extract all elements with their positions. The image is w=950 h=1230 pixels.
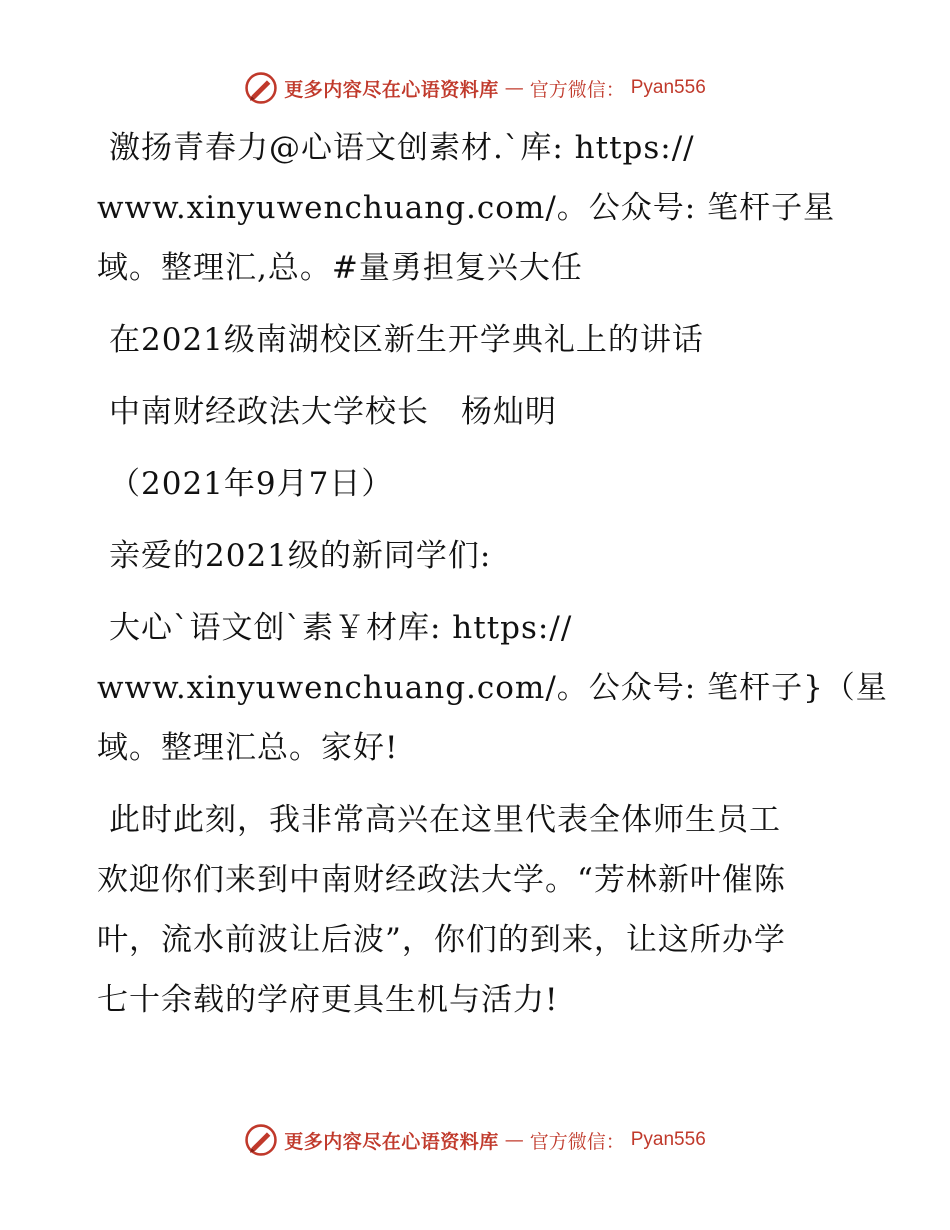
text-line: 激扬青春力@心语文创素材.`库: https:// (109, 130, 695, 166)
text-line: 叶，流水前波让后波”，你们的到来，让这所办学 (97, 922, 786, 958)
text-line: 大心`语文创`素￥材库: https:// (109, 610, 573, 646)
text-line: 欢迎你们来到中南财经政法大学。“芳林新叶催陈 (97, 862, 786, 898)
paragraph (97, 118, 877, 298)
text-line: （2021年9月7日） (109, 466, 394, 502)
text-line: 七十余载的学府更具生机与活力! (97, 982, 559, 1018)
text-line: www.xinyuwenchuang.com/。公众号: 笔杆子星 (97, 190, 836, 226)
banner-wechat-label: 官方微信： (529, 1130, 625, 1153)
banner-wechat-id: Pyan556 (630, 77, 706, 98)
banner-content (244, 71, 706, 105)
header-banner (0, 68, 950, 108)
banner-dash: — (504, 77, 524, 99)
footer-banner (0, 1120, 950, 1160)
text-line: 中南财经政法大学校长 杨灿明 (109, 394, 557, 430)
speaker-line (97, 382, 877, 442)
banner-dash: — (504, 1129, 524, 1151)
text-line: 域。整理汇总。家好! (97, 730, 399, 766)
banner-wechat-id: Pyan556 (630, 1129, 706, 1150)
text-line: 在2021级南湖校区新生开学典礼上的讲话 (109, 322, 704, 358)
banner-wechat-label: 官方微信： (529, 78, 625, 101)
speech-title (97, 310, 877, 370)
text-line: 亲爱的2021级的新同学们: (109, 538, 492, 574)
pen-logo-icon (244, 71, 278, 105)
pen-logo-icon (244, 1123, 278, 1157)
speech-date (97, 454, 877, 514)
banner-main-text: 更多内容尽在心语资料库 (284, 1130, 499, 1153)
paragraph (97, 790, 877, 1030)
banner-main-text: 更多内容尽在心语资料库 (284, 78, 499, 101)
salutation (97, 526, 877, 586)
banner-content (244, 1123, 706, 1157)
document-body (97, 118, 888, 1042)
paragraph (97, 598, 888, 778)
text-line: 域。整理汇,总。#量勇担复兴大任 (97, 250, 583, 286)
text-line: www.xinyuwenchuang.com/。公众号: 笔杆子}（星 (97, 670, 888, 706)
text-line: 此时此刻，我非常高兴在这里代表全体师生员工 (109, 802, 781, 838)
